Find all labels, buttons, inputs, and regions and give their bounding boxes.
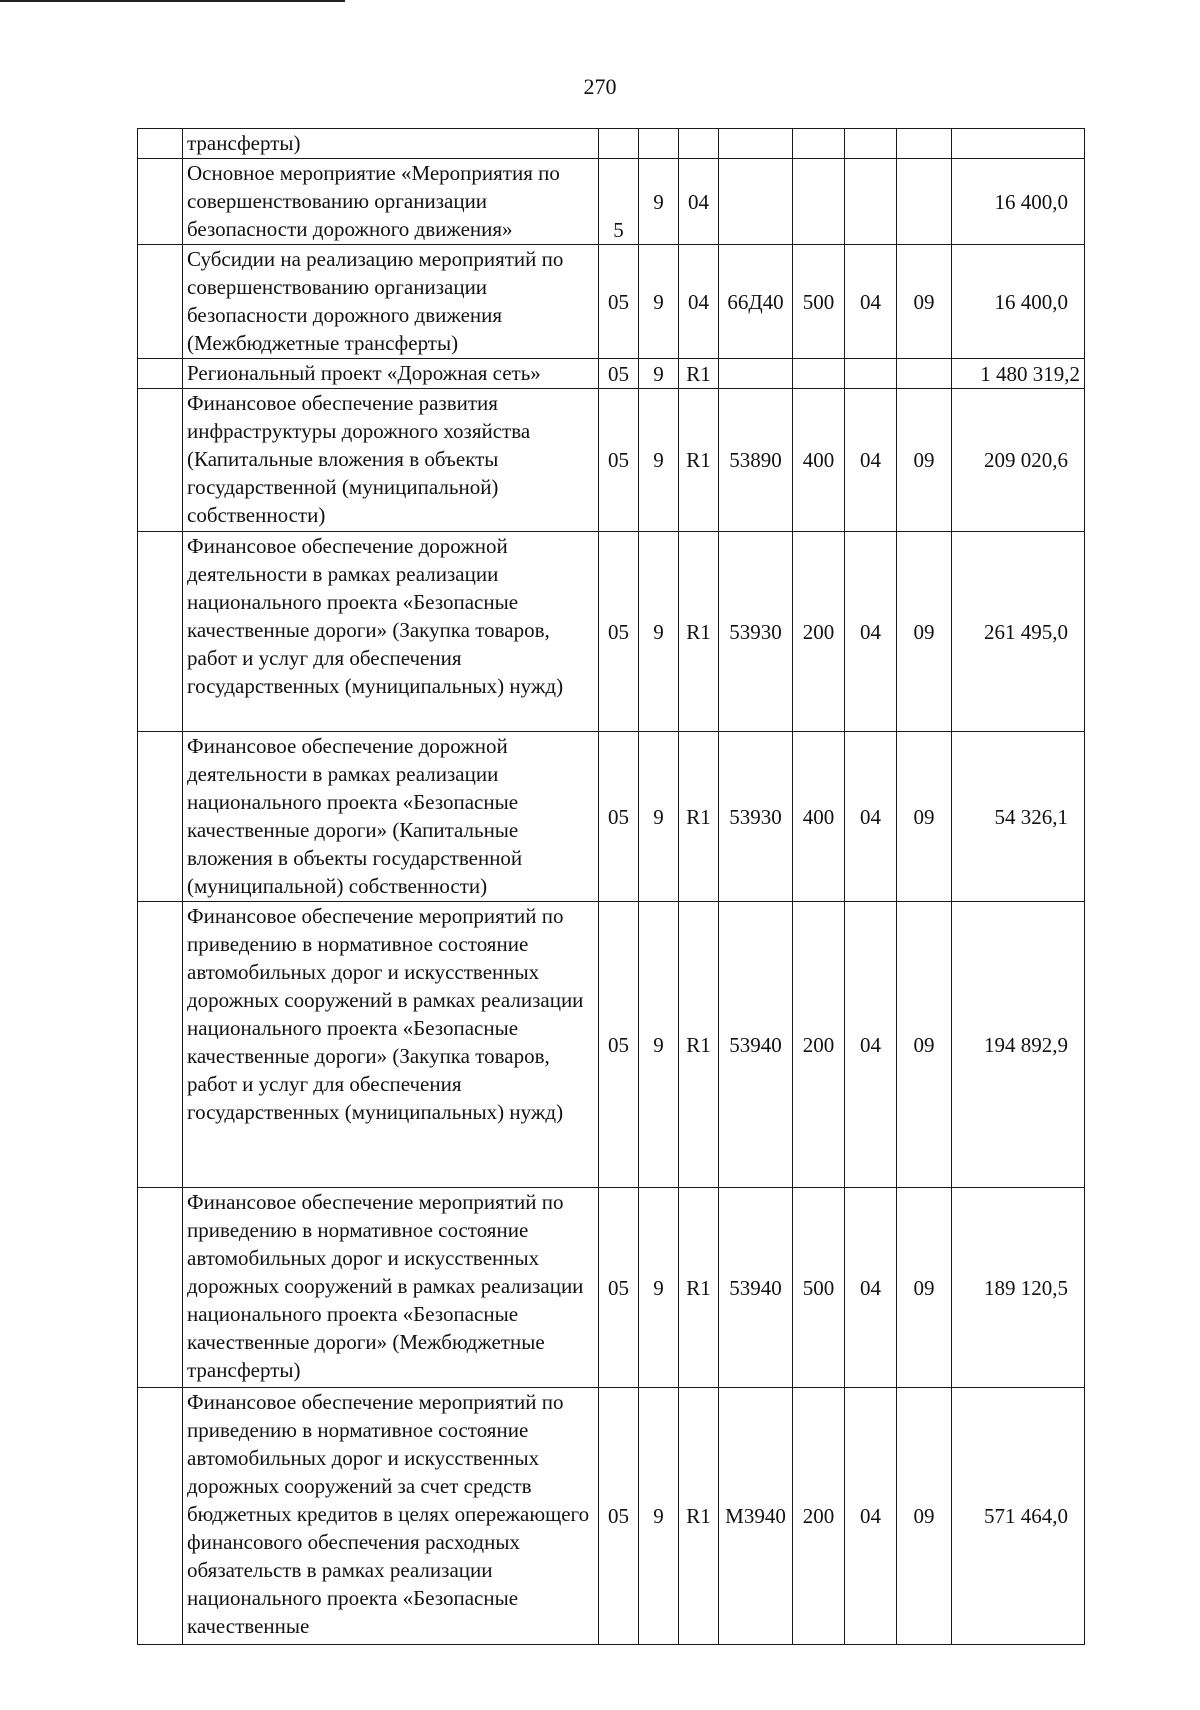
cell-c4: М3940: [719, 1388, 793, 1645]
margin-cell: [138, 732, 183, 902]
cell-c7: [897, 359, 952, 389]
row-name: Финансовое обеспечение мероприятий по приведению в нормативное состояние автомобильных дорог и искусственных дорожных сооружений в рамках реализации национального проекта «Безопасные качественные дороги» (Закупка товаров, работ и услуг для обеспечения государственных (муниципальных) нужд): [183, 902, 599, 1188]
cell-c7: 09: [897, 389, 952, 532]
cell-amount: 261 495,0: [952, 532, 1085, 732]
cell-c7: 09: [897, 245, 952, 359]
cell-c3: R1: [679, 902, 719, 1188]
cell-amount: 54 326,1: [952, 732, 1085, 902]
cell-c6: [845, 159, 897, 245]
cell-c5: 500: [793, 1188, 845, 1388]
cell-c5: [793, 159, 845, 245]
margin-cell: [138, 1388, 183, 1645]
row-name: трансферты): [183, 129, 599, 159]
cell-amount: 16 400,0: [952, 159, 1085, 245]
table-row: [138, 532, 1085, 732]
cell-c5: 200: [793, 532, 845, 732]
cell-c1: [599, 129, 639, 159]
cell-c4: [719, 129, 793, 159]
row-name: Финансовое обеспечение дорожной деятельности в рамках реализации национального проекта «Безопасные качественные дороги» (Капитальные вложения в объекты государственной (муниципальной) собственности): [183, 732, 599, 902]
cell-c3: R1: [679, 732, 719, 902]
margin-cell: [138, 159, 183, 245]
cell-c5: 200: [793, 902, 845, 1188]
cell-amount: 571 464,0: [952, 1388, 1085, 1645]
cell-c3: R1: [679, 1388, 719, 1645]
cell-c1: 05: [599, 732, 639, 902]
budget-table: [137, 128, 1085, 1645]
cell-c7: 09: [897, 732, 952, 902]
cell-c4: [719, 359, 793, 389]
top-rule: [0, 0, 345, 2]
cell-c2: 9: [639, 389, 679, 532]
cell-c5: 400: [793, 389, 845, 532]
cell-amount: 1 480 319,2: [952, 359, 1085, 389]
cell-c6: 04: [845, 902, 897, 1188]
margin-cell: [138, 1188, 183, 1388]
margin-cell: [138, 359, 183, 389]
cell-c1: 05: [599, 389, 639, 532]
cell-c1: 5: [599, 159, 639, 245]
cell-c5: 500: [793, 245, 845, 359]
cell-c3: R1: [679, 389, 719, 532]
cell-c7: 09: [897, 1188, 952, 1388]
cell-c1: 05: [599, 1388, 639, 1645]
row-name: Финансовое обеспечение мероприятий по приведению в нормативное состояние автомобильных дорог и искусственных дорожных сооружений в рамках реализации национального проекта «Безопасные качественные дороги» (Межбюджетные трансферты): [183, 1188, 599, 1388]
table-body: [138, 129, 1085, 1645]
cell-c2: 9: [639, 159, 679, 245]
cell-c6: 04: [845, 1388, 897, 1645]
cell-c6: [845, 359, 897, 389]
cell-c2: 9: [639, 245, 679, 359]
cell-c3: R1: [679, 532, 719, 732]
cell-c3: 04: [679, 245, 719, 359]
cell-c3: [679, 129, 719, 159]
cell-c6: 04: [845, 389, 897, 532]
cell-c4: 53930: [719, 732, 793, 902]
cell-c2: 9: [639, 1188, 679, 1388]
margin-cell: [138, 129, 183, 159]
table-row: [138, 1188, 1085, 1388]
table-row: [138, 902, 1085, 1188]
row-name: Финансовое обеспечение дорожной деятельности в рамках реализации национального проекта «Безопасные качественные дороги» (Закупка товаров, работ и услуг для обеспечения государственных (муниципальных) нужд): [183, 532, 599, 732]
table-row: [138, 245, 1085, 359]
row-name: Финансовое обеспечение развития инфраструктуры дорожного хозяйства (Капитальные вложения в объекты государственной (муниципальной) собственности): [183, 389, 599, 532]
cell-c2: 9: [639, 902, 679, 1188]
cell-c4: 66Д40: [719, 245, 793, 359]
cell-c6: 04: [845, 532, 897, 732]
table-row: [138, 129, 1085, 159]
cell-c7: 09: [897, 532, 952, 732]
row-name: Основное мероприятие «Мероприятия по совершенствованию организации безопасности дорожного движения»: [183, 159, 599, 245]
row-name: Финансовое обеспечение мероприятий по приведению в нормативное состояние автомобильных дорог и искусственных дорожных сооружений за счет средств бюджетных кредитов в целях опережающего финансового обеспечения расходных обязательств в рамках реализации национального проекта «Безопасные качественные: [183, 1388, 599, 1645]
cell-amount: 16 400,0: [952, 245, 1085, 359]
cell-c4: 53940: [719, 1188, 793, 1388]
cell-c1: 05: [599, 245, 639, 359]
cell-c1: 05: [599, 532, 639, 732]
cell-c4: [719, 159, 793, 245]
margin-cell: [138, 389, 183, 532]
cell-c2: 9: [639, 732, 679, 902]
cell-c6: 04: [845, 1188, 897, 1388]
cell-c6: 04: [845, 245, 897, 359]
cell-c7: 09: [897, 902, 952, 1188]
cell-c4: 53940: [719, 902, 793, 1188]
cell-amount: 194 892,9: [952, 902, 1085, 1188]
table-row: [138, 159, 1085, 245]
cell-c7: 09: [897, 1388, 952, 1645]
cell-c3: 04: [679, 159, 719, 245]
margin-cell: [138, 245, 183, 359]
margin-cell: [138, 532, 183, 732]
cell-amount: 209 020,6: [952, 389, 1085, 532]
cell-c5: [793, 129, 845, 159]
cell-amount: [952, 129, 1085, 159]
cell-c7: [897, 159, 952, 245]
table-row: [138, 359, 1085, 389]
table-row: [138, 389, 1085, 532]
cell-c4: 53890: [719, 389, 793, 532]
margin-cell: [138, 902, 183, 1188]
cell-c3: R1: [679, 359, 719, 389]
cell-c2: [639, 129, 679, 159]
cell-amount: 189 120,5: [952, 1188, 1085, 1388]
row-name: Субсидии на реализацию мероприятий по совершенствованию организации безопасности дорожного движения (Межбюджетные трансферты): [183, 245, 599, 359]
cell-c1: 05: [599, 1188, 639, 1388]
cell-c5: [793, 359, 845, 389]
cell-c2: 9: [639, 1388, 679, 1645]
cell-c4: 53930: [719, 532, 793, 732]
cell-c1: 05: [599, 902, 639, 1188]
page-number: 270: [583, 74, 617, 99]
cell-c6: 04: [845, 732, 897, 902]
cell-c7: [897, 129, 952, 159]
cell-c2: 9: [639, 532, 679, 732]
table-row: [138, 1388, 1085, 1645]
row-name: Региональный проект «Дорожная сеть»: [183, 359, 599, 389]
cell-c2: 9: [639, 359, 679, 389]
cell-c1: 05: [599, 359, 639, 389]
cell-c6: [845, 129, 897, 159]
cell-c3: R1: [679, 1188, 719, 1388]
cell-c5: 200: [793, 1388, 845, 1645]
cell-c5: 400: [793, 732, 845, 902]
table-row: [138, 732, 1085, 902]
